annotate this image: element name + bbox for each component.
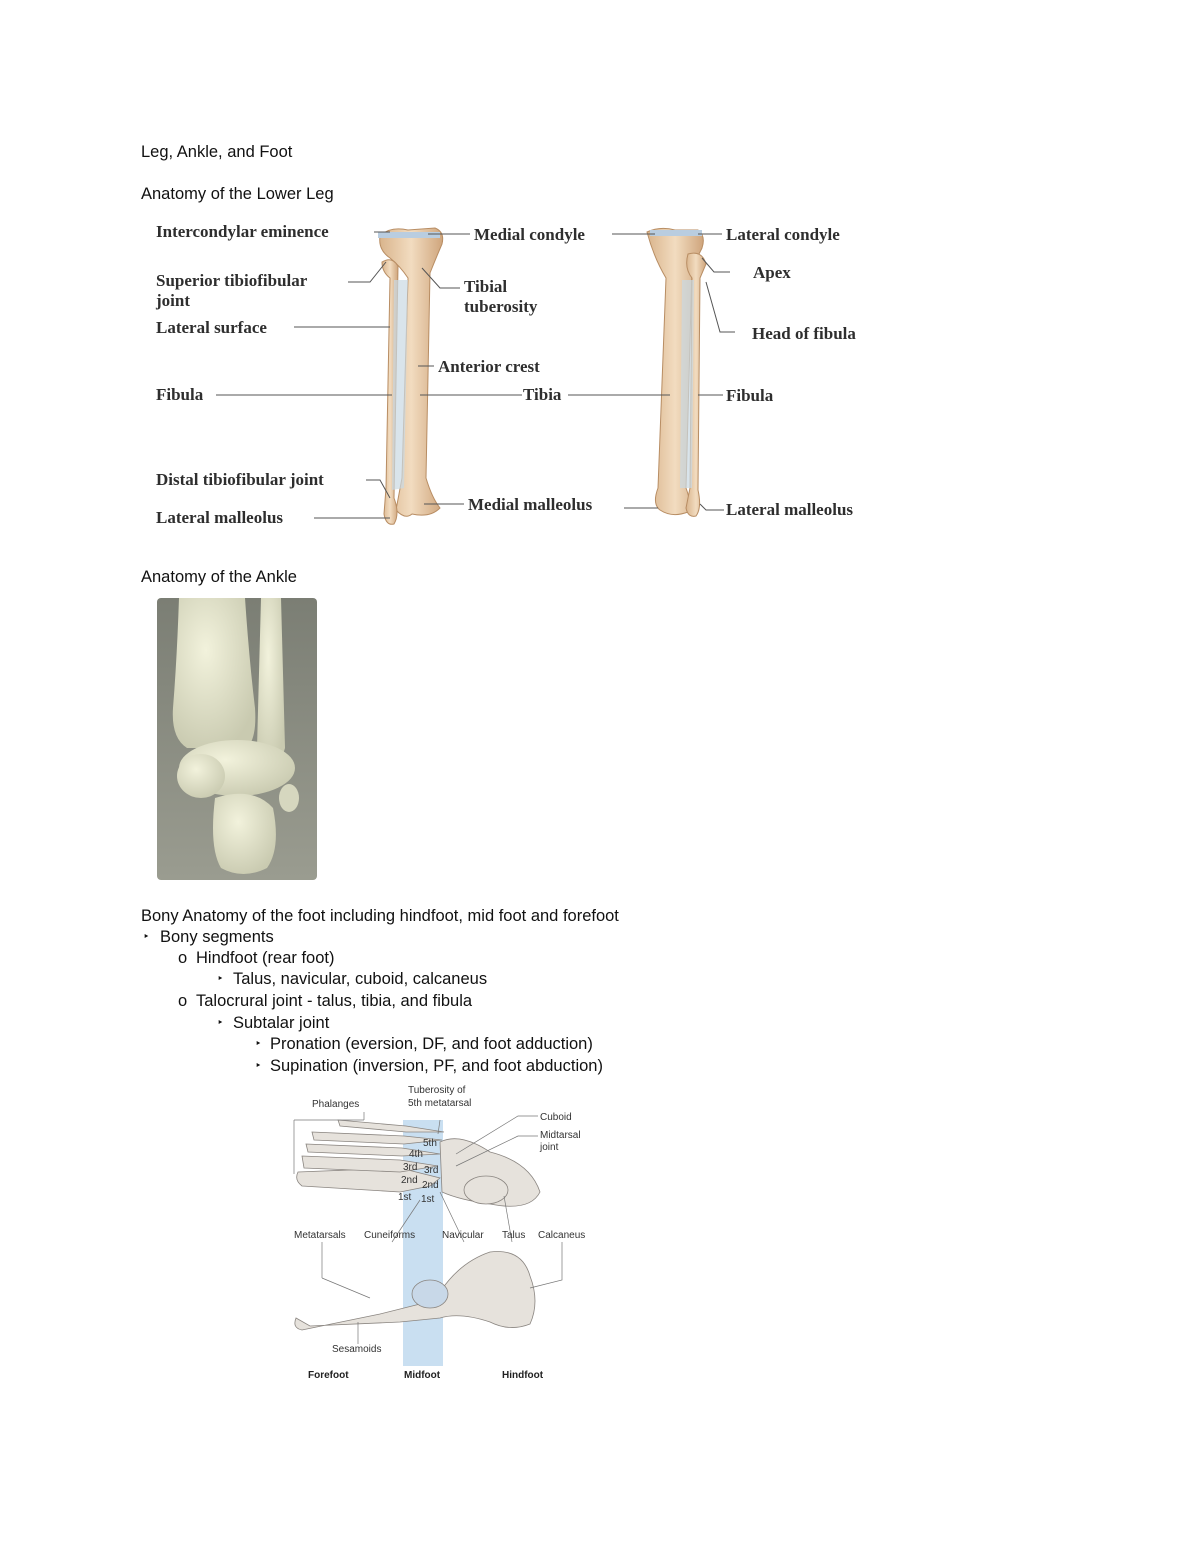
label-2nd-cuneiform: 2nd [422,1180,439,1191]
label-forefoot: Forefoot [308,1370,349,1381]
label-navicular: Navicular [442,1230,484,1241]
label-sesamoids: Sesamoids [332,1344,382,1355]
label-hindfoot: Hindfoot [502,1370,544,1381]
label-superior-tibiofibular-joint: joint [156,291,190,310]
label-head-of-fibula: Head of fibula [752,324,856,343]
label-2nd-metatarsal: 2nd [401,1175,418,1186]
label-metatarsals: Metatarsals [294,1230,346,1241]
label-lateral-malleolus-right: Lateral malleolus [726,500,854,519]
label-apex: Apex [753,263,791,282]
list-item-hindfoot-bones: Talus, navicular, cuboid, calcaneus [233,970,488,988]
anterior-leg-bones-illustration [378,228,443,524]
label-tibia: Tibia [523,385,562,404]
label-medial-condyle: Medial condyle [474,225,585,244]
label-5th-metatarsal: 5th metatarsal [408,1098,472,1109]
list-item-pronation: Pronation (eversion, DF, and foot adduction) [270,1035,593,1053]
bullet-circle-icon: o [178,949,188,967]
foot-bones-figure [290,1082,600,1387]
label-medial-malleolus: Medial malleolus [468,495,593,514]
lower-leg-anatomy-figure [150,218,890,533]
label-1st-cuneiform: 1st [421,1194,435,1205]
label-3rd-cuneiform: 3rd [424,1165,439,1176]
label-tuberosity: tuberosity [464,297,538,316]
label-fibula-left: Fibula [156,385,204,404]
label-3rd-metatarsal: 3rd [403,1162,418,1173]
label-cuboid: Cuboid [540,1112,572,1123]
label-lateral-malleolus-left: Lateral malleolus [156,508,284,527]
list-item-subtalar-joint: Subtalar joint [233,1014,330,1032]
list-item-supination: Supination (inversion, PF, and foot abduction) [270,1057,603,1075]
label-superior-tibiofibular: Superior tibiofibular [156,271,308,290]
section-heading-lower-leg: Anatomy of the Lower Leg [141,185,334,203]
label-talus: Talus [502,1230,526,1241]
label-midtarsal-joint: joint [540,1142,559,1153]
posterior-leg-bones-illustration [647,228,706,516]
label-midfoot: Midfoot [404,1370,441,1381]
label-1st-metatarsal: 1st [398,1192,412,1203]
label-calcaneus: Calcaneus [538,1230,586,1241]
label-intercondylar-eminence: Intercondylar eminence [156,222,329,241]
section-heading-foot: Bony Anatomy of the foot including hindfoot, mid foot and forefoot [141,907,619,925]
label-distal-tibiofibular-joint: Distal tibiofibular joint [156,470,324,489]
bullet-triangle-icon: ‣ [217,1017,224,1029]
bullet-triangle-icon: ‣ [143,931,150,943]
label-tibial: Tibial [464,277,508,296]
label-phalanges: Phalanges [312,1099,360,1110]
label-cuneiforms: Cuneiforms [364,1230,416,1241]
bullet-triangle-icon: ‣ [255,1060,262,1072]
bullet-triangle-icon: ‣ [255,1038,262,1050]
section-heading-ankle: Anatomy of the Ankle [141,568,297,586]
label-lateral-condyle: Lateral condyle [726,225,840,244]
ankle-photo [157,598,317,880]
bullet-triangle-icon: ‣ [217,973,224,985]
bullet-circle-icon: o [178,992,188,1010]
list-item-hindfoot: Hindfoot (rear foot) [196,949,335,967]
label-4th: 4th [409,1149,423,1160]
label-anterior-crest: Anterior crest [438,357,540,376]
label-5th: 5th [423,1138,437,1149]
list-item-bony-segments: Bony segments [160,928,274,946]
list-item-talocrural-joint: Talocrural joint - talus, tibia, and fibula [196,992,473,1010]
label-tuberosity-of: Tuberosity of [408,1085,466,1096]
document-title: Leg, Ankle, and Foot [141,143,293,161]
label-fibula-right: Fibula [726,386,774,405]
label-lateral-surface: Lateral surface [156,318,267,337]
label-midtarsal: Midtarsal [540,1130,581,1141]
